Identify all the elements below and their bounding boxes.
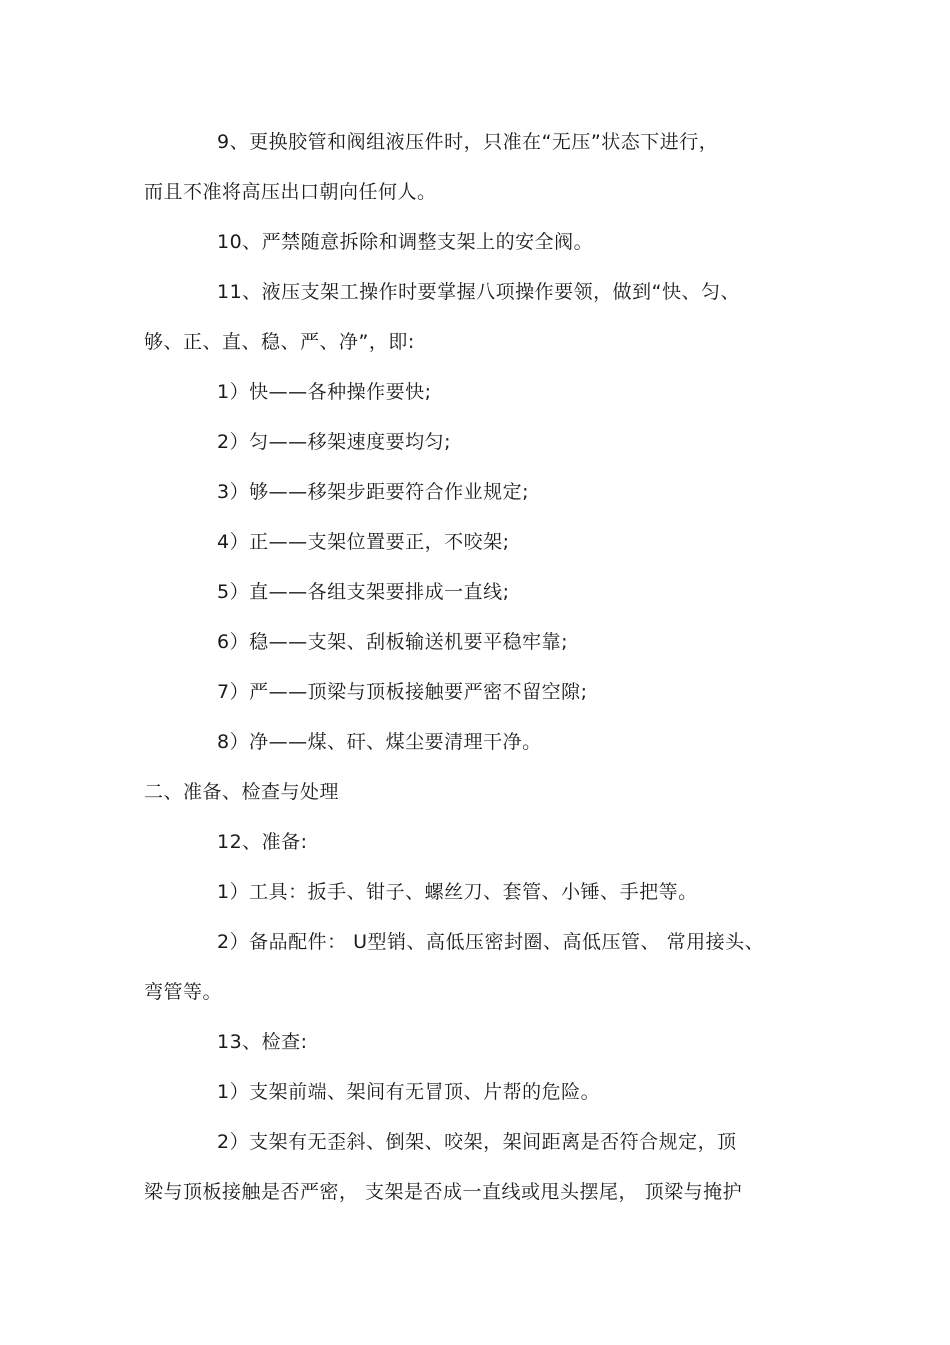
section-heading: 二、准备、检查与处理 (144, 781, 340, 803)
text-line: 而且不准将高压出口朝向任何人。 (144, 181, 437, 203)
list-item: 5）直——各组支架要排成一直线; (217, 581, 510, 603)
subsection-heading: 13、检查: (217, 1031, 308, 1053)
text-line: 够、正、直、稳、严、净”，即: (144, 331, 415, 353)
list-item: 7）严——顶梁与顶板接触要严密不留空隙; (217, 681, 588, 703)
list-item: 2）备品配件： U型销、高低压密封圈、高低压管、 常用接头、 (217, 931, 765, 953)
list-item: 4）正——支架位置要正，不咬架; (217, 531, 510, 553)
list-item: 2）匀——移架速度要均匀; (217, 431, 451, 453)
list-item: 1）工具：扳手、钳子、螺丝刀、套管、小锤、手把等。 (217, 881, 698, 903)
list-item: 6）稳——支架、刮板输送机要平稳牢靠; (217, 631, 568, 653)
text-line: 9、更换胶管和阀组液压件时，只准在“无压”状态下进行， (217, 131, 719, 153)
list-item: 1）支架前端、架间有无冒顶、片帮的危险。 (217, 1081, 601, 1103)
list-item: 1）快——各种操作要快; (217, 381, 432, 403)
list-item: 3）够——移架步距要符合作业规定; (217, 481, 529, 503)
text-line: 弯管等。 (144, 981, 223, 1003)
text-line: 11、液压支架工操作时要掌握八项操作要领，做到“快、匀、 (217, 281, 741, 303)
text-line: 梁与顶板接触是否严密， 支架是否成一直线或甩头摆尾， 顶梁与掩护 (144, 1181, 743, 1203)
list-item: 2）支架有无歪斜、倒架、咬架，架间距离是否符合规定，顶 (217, 1131, 737, 1153)
list-item: 8）净——煤、矸、煤尘要清理干净。 (217, 731, 542, 753)
text-line: 10、严禁随意拆除和调整支架上的安全阀。 (217, 231, 594, 253)
subsection-heading: 12、准备: (217, 831, 308, 853)
